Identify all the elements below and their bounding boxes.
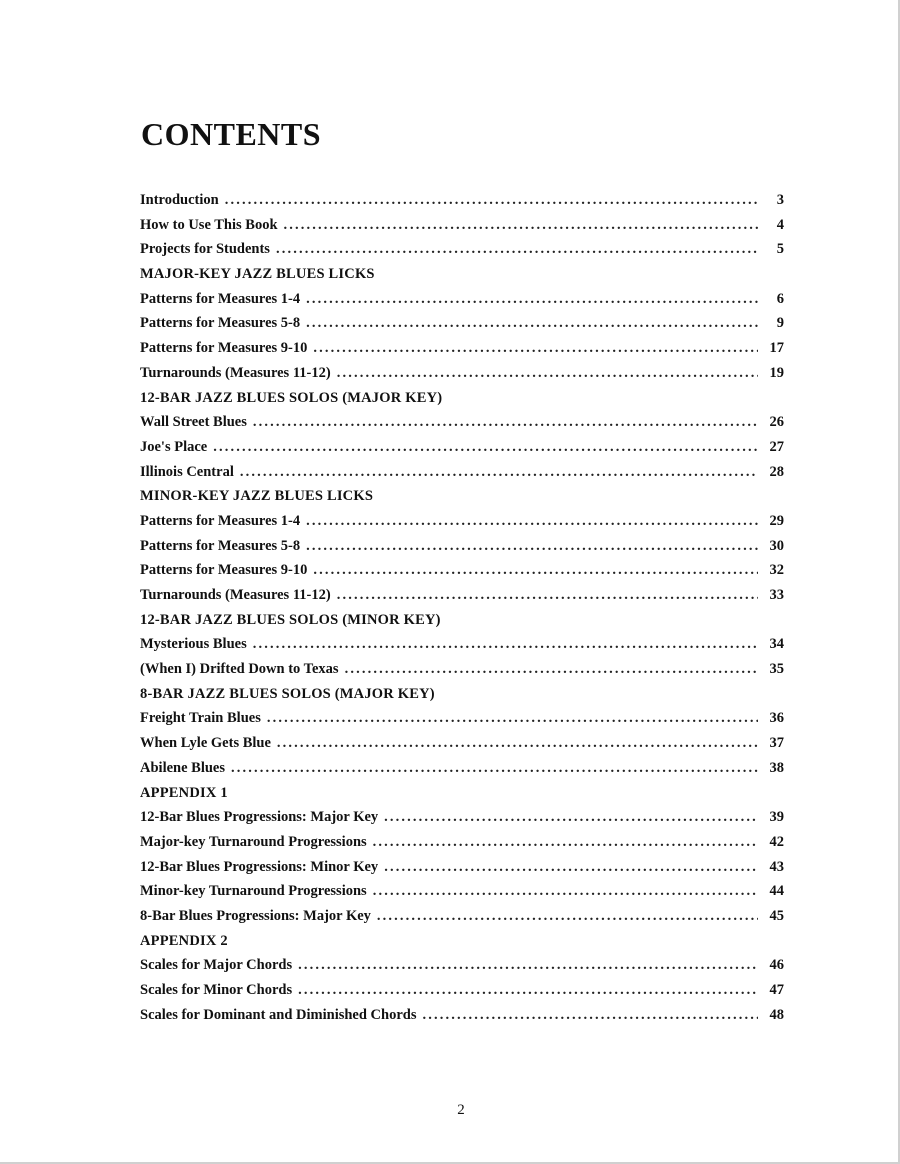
dot-leader — [373, 830, 758, 855]
toc-entry[interactable] — [140, 657, 784, 682]
dot-leader — [313, 336, 758, 361]
toc-entry-title: How to Use This Book — [140, 216, 278, 233]
toc-entry-title: Introduction — [140, 192, 219, 208]
toc-entry-page: 36 — [769, 710, 784, 727]
toc-entry-page: 26 — [769, 414, 784, 431]
toc-entry-page: 43 — [769, 858, 784, 875]
toc-entry-page: 29 — [769, 512, 784, 529]
toc-entry-page: 38 — [769, 759, 784, 776]
toc-entry-title: Scales for Major Chords — [140, 957, 293, 974]
dot-leader — [373, 879, 758, 904]
toc-section-title: 12-BAR JAZZ BLUES SOLOS (MAJOR KEY) — [140, 389, 443, 406]
toc-entry-title: Patterns for Measures 9-10 — [140, 562, 308, 579]
toc-section-title: APPENDIX 1 — [140, 784, 228, 801]
toc-entry[interactable] — [140, 410, 784, 435]
toc-entry-title: Mysterious Blues — [140, 636, 247, 653]
toc-entry[interactable] — [140, 188, 784, 213]
toc-section-title: MAJOR-KEY JAZZ BLUES LICKS — [140, 266, 375, 283]
toc-entry[interactable] — [140, 632, 784, 657]
dot-leader — [253, 410, 758, 435]
dot-leader — [225, 188, 758, 213]
toc-entry-title: Turnarounds (Measures 11-12) — [140, 587, 331, 603]
toc-entry-page: 34 — [769, 636, 784, 653]
toc-section-heading — [140, 484, 784, 509]
toc-entry-page: 5 — [776, 241, 784, 258]
toc-entry[interactable] — [140, 287, 784, 312]
toc-entry-page: 30 — [769, 537, 784, 554]
dot-leader — [306, 509, 758, 534]
toc-entry[interactable] — [140, 756, 784, 781]
toc-entry[interactable] — [140, 830, 784, 855]
table-of-contents — [140, 188, 784, 1027]
toc-entry[interactable] — [140, 213, 784, 238]
toc-entry-page: 3 — [776, 192, 784, 208]
toc-entry-title: Patterns for Measures 5-8 — [140, 537, 301, 554]
toc-entry-title: Patterns for Measures 1-4 — [140, 512, 301, 529]
toc-entry[interactable] — [140, 978, 784, 1003]
toc-entry[interactable] — [140, 534, 784, 559]
toc-entry[interactable] — [140, 1003, 784, 1028]
dot-leader — [384, 855, 758, 880]
dot-leader — [298, 953, 758, 978]
toc-entry[interactable] — [140, 706, 784, 731]
toc-entry-page: 47 — [769, 982, 784, 998]
toc-entry-page: 42 — [769, 833, 784, 850]
toc-entry-page: 45 — [769, 907, 784, 924]
dot-leader — [240, 460, 758, 485]
toc-entry-title: 8-Bar Blues Progressions: Major Key — [140, 907, 371, 924]
toc-section-heading — [140, 386, 784, 411]
toc-entry-page: 48 — [769, 1006, 784, 1023]
dot-leader — [377, 904, 758, 929]
toc-entry-title: When Lyle Gets Blue — [140, 735, 271, 752]
toc-entry-title: Scales for Dominant and Diminished Chords — [140, 1006, 417, 1023]
dot-leader — [298, 978, 758, 1003]
toc-entry[interactable] — [140, 311, 784, 336]
toc-entry-page: 9 — [776, 315, 784, 332]
toc-entry[interactable] — [140, 237, 784, 262]
dot-leader — [253, 632, 758, 657]
dot-leader — [337, 361, 758, 386]
toc-section-heading — [140, 608, 784, 633]
toc-entry-title: Wall Street Blues — [140, 414, 247, 431]
toc-entry-page: 35 — [769, 661, 784, 678]
toc-entry[interactable] — [140, 731, 784, 756]
toc-entry-title: 12-Bar Blues Progressions: Major Key — [140, 809, 379, 826]
toc-entry-page: 32 — [769, 562, 784, 579]
toc-entry-title: Abilene Blues — [140, 759, 225, 776]
toc-section-title: 12-BAR JAZZ BLUES SOLOS (MINOR KEY) — [140, 611, 441, 628]
dot-leader — [313, 558, 758, 583]
toc-entry[interactable] — [140, 855, 784, 880]
toc-entry-title: Major-key Turnaround Progressions — [140, 833, 367, 850]
toc-entry-page: 44 — [769, 883, 784, 900]
dot-leader — [345, 657, 758, 682]
page-title: CONTENTS — [141, 116, 322, 152]
toc-entry-title: Joe's Place — [140, 438, 208, 455]
dot-leader — [267, 706, 758, 731]
toc-entry-title: Patterns for Measures 5-8 — [140, 315, 301, 332]
toc-entry[interactable] — [140, 583, 784, 608]
toc-entry[interactable] — [140, 805, 784, 830]
toc-entry-title: Projects for Students — [140, 241, 270, 258]
toc-entry-title: Minor-key Turnaround Progressions — [140, 883, 367, 900]
toc-section-heading — [140, 682, 784, 707]
dot-leader — [231, 756, 758, 781]
toc-entry-title: Freight Train Blues — [140, 710, 261, 727]
dot-leader — [213, 435, 758, 460]
toc-entry[interactable] — [140, 435, 784, 460]
dot-leader — [284, 213, 758, 238]
toc-entry[interactable] — [140, 509, 784, 534]
toc-entry-page: 6 — [776, 290, 784, 307]
toc-entry[interactable] — [140, 558, 784, 583]
toc-entry[interactable] — [140, 879, 784, 904]
toc-entry-page: 17 — [769, 340, 784, 357]
toc-entry-title: Patterns for Measures 1-4 — [140, 290, 301, 307]
page-number: 2 — [457, 1102, 465, 1118]
toc-entry-page: 27 — [769, 438, 784, 455]
toc-section-heading — [140, 781, 784, 806]
toc-entry-page: 33 — [769, 587, 784, 603]
toc-entry[interactable] — [140, 460, 784, 485]
toc-entry-title: 12-Bar Blues Progressions: Minor Key — [140, 858, 379, 875]
dot-leader — [276, 237, 758, 262]
toc-entry-title: Scales for Minor Chords — [140, 982, 293, 998]
toc-entry[interactable] — [140, 361, 784, 386]
toc-section-heading — [140, 929, 784, 954]
toc-section-title: APPENDIX 2 — [140, 932, 228, 949]
dot-leader — [306, 534, 758, 559]
dot-leader — [277, 731, 758, 756]
toc-entry-title: Patterns for Measures 9-10 — [140, 340, 308, 357]
toc-entry[interactable] — [140, 904, 784, 929]
toc-entry-page: 4 — [776, 216, 784, 233]
toc-entry-page: 46 — [769, 957, 784, 974]
toc-entry-title: Turnarounds (Measures 11-12) — [140, 364, 331, 381]
toc-section-title: MINOR-KEY JAZZ BLUES LICKS — [140, 488, 374, 505]
dot-leader — [306, 311, 758, 336]
dot-leader — [384, 805, 758, 830]
dot-leader — [422, 1003, 758, 1028]
toc-entry-page: 39 — [769, 809, 784, 826]
toc-entry-page: 37 — [769, 735, 784, 752]
toc-entry-page: 19 — [769, 364, 784, 381]
toc-section-title: 8-BAR JAZZ BLUES SOLOS (MAJOR KEY) — [140, 685, 435, 702]
toc-entry-title: Illinois Central — [140, 463, 234, 480]
toc-entry[interactable] — [140, 953, 784, 978]
dot-leader — [306, 287, 758, 312]
toc-entry[interactable] — [140, 336, 784, 361]
toc-section-heading — [140, 262, 784, 287]
toc-entry-title: (When I) Drifted Down to Texas — [140, 661, 339, 678]
toc-entry-page: 28 — [769, 463, 784, 480]
dot-leader — [337, 583, 758, 608]
